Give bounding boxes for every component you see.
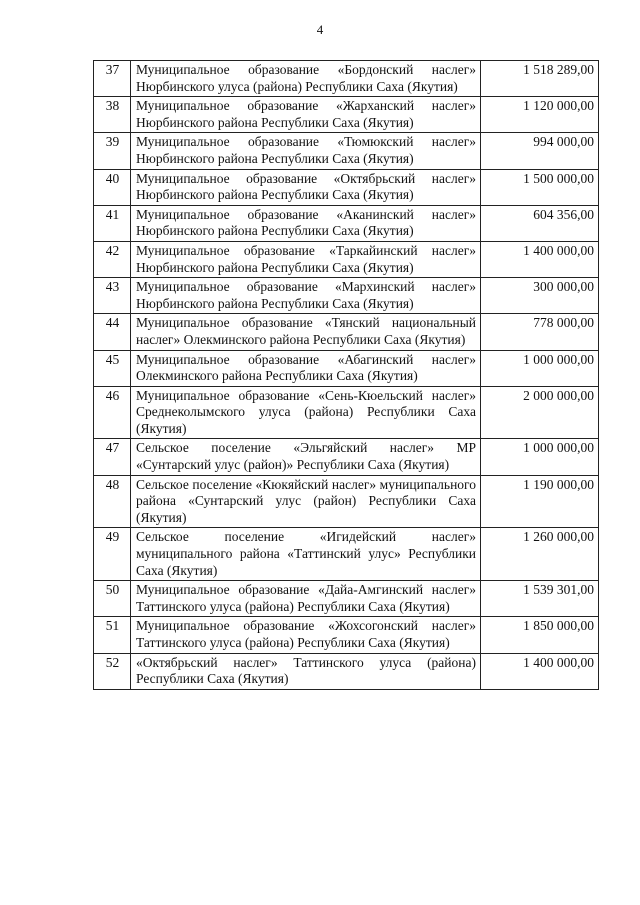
row-number: 42 [94, 241, 131, 277]
municipality-name: Муниципальное образование «Жарханский наслег» Нюрбинского района Республики Саха (Якутия) [131, 97, 481, 133]
amount: 778 000,00 [481, 314, 599, 350]
table-row [94, 97, 599, 133]
table-row [94, 350, 599, 386]
amount: 1 120 000,00 [481, 97, 599, 133]
table-row [94, 241, 599, 277]
table-row [94, 617, 599, 653]
municipality-name: Сельское поселение «Эльгяйский наслег» МР «Сунтарский улус (район)» Республики Саха (Якутия) [131, 439, 481, 475]
row-number: 37 [94, 61, 131, 97]
municipality-name: Муниципальное образование «Дайа-Амгинский наслег» Таттинского улуса (района) Республики Саха (Якутия) [131, 581, 481, 617]
row-number: 51 [94, 617, 131, 653]
row-number: 41 [94, 205, 131, 241]
table-row [94, 169, 599, 205]
page-number: 4 [316, 22, 324, 37]
amount: 1 518 289,00 [481, 61, 599, 97]
amount: 300 000,00 [481, 278, 599, 314]
row-number: 52 [94, 653, 131, 689]
row-number: 48 [94, 475, 131, 528]
amount: 994 000,00 [481, 133, 599, 169]
row-number: 47 [94, 439, 131, 475]
amount: 1 260 000,00 [481, 528, 599, 581]
table-row [94, 61, 599, 97]
table-row [94, 386, 599, 439]
amount: 1 539 301,00 [481, 581, 599, 617]
municipality-name: Муниципальное образование «Мархинский наслег» Нюрбинского района Республики Саха (Якутия) [131, 278, 481, 314]
municipality-name: «Октябрьский наслег» Таттинского улуса (района) Республики Саха (Якутия) [131, 653, 481, 689]
row-number: 45 [94, 350, 131, 386]
municipality-name: Муниципальное образование «Таркайинский наслег» Нюрбинского района Республики Саха (Якутия) [131, 241, 481, 277]
subsidy-table [93, 60, 599, 690]
municipality-name: Муниципальное образование «Абагинский наслег» Олекминского района Республики Саха (Якутия) [131, 350, 481, 386]
amount: 1 400 000,00 [481, 241, 599, 277]
row-number: 43 [94, 278, 131, 314]
row-number: 50 [94, 581, 131, 617]
municipality-name: Муниципальное образование «Жохсогонский наслег» Таттинского улуса (района) Республики Саха (Якутия) [131, 617, 481, 653]
table-row [94, 528, 599, 581]
row-number: 44 [94, 314, 131, 350]
municipality-name: Муниципальное образование «Тюмюкский наслег» Нюрбинского района Республики Саха (Якутия) [131, 133, 481, 169]
amount: 2 000 000,00 [481, 386, 599, 439]
municipality-name: Муниципальное образование «Октябрьский наслег» Нюрбинского района Республики Саха (Якутия) [131, 169, 481, 205]
row-number: 49 [94, 528, 131, 581]
table-row [94, 278, 599, 314]
table-row [94, 314, 599, 350]
row-number: 40 [94, 169, 131, 205]
municipality-name: Муниципальное образование «Тянский национальный наслег» Олекминского района Республики Саха (Якутия) [131, 314, 481, 350]
row-number: 46 [94, 386, 131, 439]
table-row [94, 439, 599, 475]
table-row [94, 475, 599, 528]
row-number: 39 [94, 133, 131, 169]
municipality-name: Муниципальное образование «Сень-Кюельский наслег» Среднеколымского улуса (района) Республики Саха (Якутия) [131, 386, 481, 439]
table-row [94, 133, 599, 169]
municipality-name: Сельское поселение «Игидейский наслег» муниципального района «Таттинский улус» Республики Саха (Якутия) [131, 528, 481, 581]
amount: 1 400 000,00 [481, 653, 599, 689]
row-number: 38 [94, 97, 131, 133]
subsidy-table-body [94, 61, 599, 690]
table-row [94, 581, 599, 617]
municipality-name: Муниципальное образование «Бордонский наслег» Нюрбинского улуса (района) Республики Саха (Якутия) [131, 61, 481, 97]
amount: 1 000 000,00 [481, 350, 599, 386]
amount: 1 500 000,00 [481, 169, 599, 205]
municipality-name: Сельское поселение «Кюкяйский наслег» муниципального района «Сунтарский улус (район) Республики Саха (Якутия) [131, 475, 481, 528]
amount: 1 190 000,00 [481, 475, 599, 528]
municipality-name: Муниципальное образование «Аканинский наслег» Нюрбинского района Республики Саха (Якутия) [131, 205, 481, 241]
table-row [94, 653, 599, 689]
amount: 1 000 000,00 [481, 439, 599, 475]
amount: 1 850 000,00 [481, 617, 599, 653]
amount: 604 356,00 [481, 205, 599, 241]
table-row [94, 205, 599, 241]
